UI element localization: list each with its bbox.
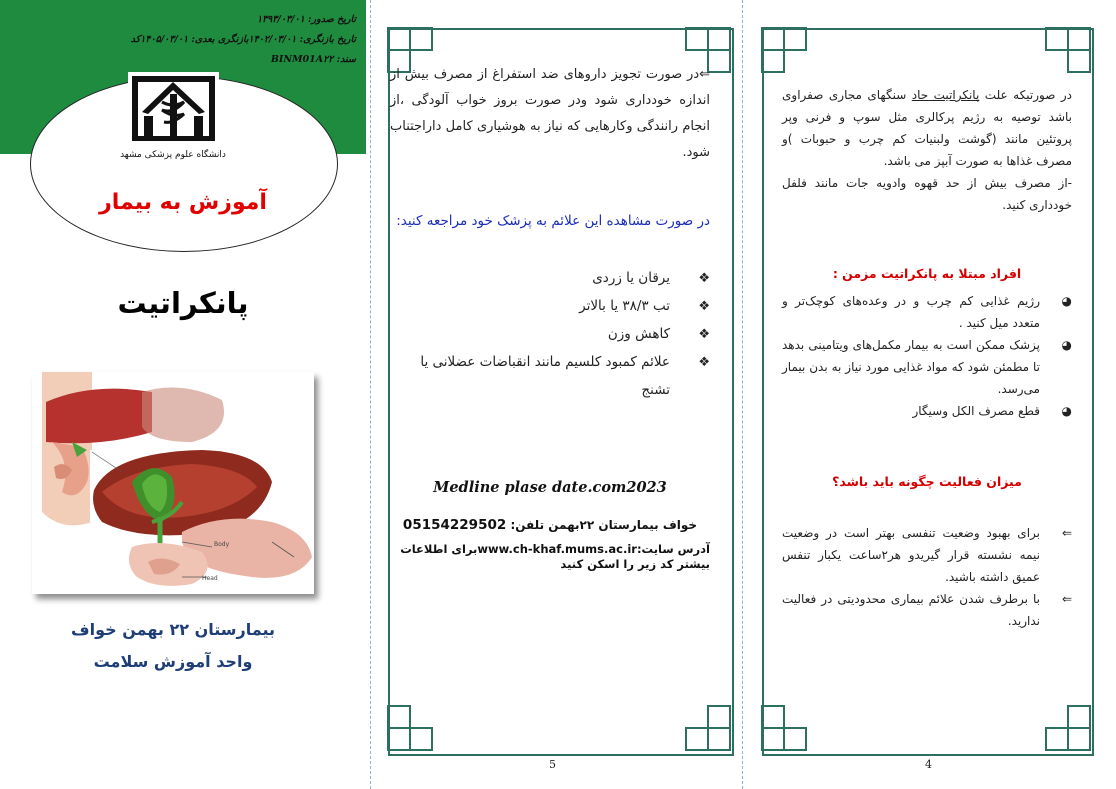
activity-list (782, 522, 1072, 632)
corner-ornament-icon (1044, 704, 1094, 754)
issue-date: تاریخ صدور: ۱۳۹۳/۰۳/۰۱ (256, 14, 356, 25)
chronic-care-list (782, 290, 1072, 422)
health-education-unit: واحد آموزش سلامت (93, 652, 253, 671)
corner-ornament-icon (684, 704, 734, 754)
list-item: ❖ کاهش وزن (400, 320, 710, 348)
circle-bullet-icon: ◕ (1061, 338, 1072, 352)
page-number: 4 (925, 758, 932, 771)
symptom-list (400, 264, 710, 404)
review-date: تاریخ بازنگری: ۱۴۰۲/۰۳/۰۱بازنگری بعدی: ۱۴۰۵/۰۳/۰۱کد (130, 34, 356, 45)
corner-ornament-icon (386, 704, 436, 754)
list-item: ❖ علائم کمبود کلسیم مانند انقباضات عضلانی یا تشنج (400, 348, 710, 404)
logo-caption: دانشگاه علوم پزشکی مشهد (120, 150, 226, 160)
activity-heading: میزان فعالیت چگونه باید باشد؟ (832, 474, 1022, 489)
arrow-bullet-icon: ⇐ (1061, 526, 1072, 540)
list-item: ◕ قطع مصرف الکل وسیگار (782, 400, 1072, 422)
diamond-bullet-icon: ❖ (698, 299, 710, 314)
page-number: 5 (549, 758, 556, 771)
phone-number: 05154229502 (402, 517, 507, 533)
corner-ornament-icon (760, 704, 810, 754)
antiemetic-warning: ⇐در صورت تجویز داروهای ضد استفراغ از مصرف بیش از اندازه خودداری شود ودر صورت بروز خواب آلودگی ،از انجام رانندگی وکارهایی که نیاز به هوشیاری کامل داراجتناب شود. (390, 67, 710, 160)
cover-panel (0, 0, 366, 789)
spice-warning: -از مصرف بیش از حد قهوه وادویه جات مانند فلفل خودداری کنید. (782, 176, 1072, 212)
circle-bullet-icon: ◕ (1061, 294, 1072, 308)
list-item: ◕ پزشک ممکن است به بیمار مکمل‌های ویتامینی بدهد تا مطمئن شود که مواد غذایی مورد نیاز به بدن بیمار می‌رسد. (782, 334, 1072, 400)
reference-source: Medline plase date.com2023 (433, 479, 667, 496)
acute-pancreatitis-diet: در صورتیکه علت پانکراتیت حاد سنگهای مجاری صفراوی باشد توصیه به رژیم پرکالری مثل سوپ و فرنی وپر پروتئین مانند (گوشت ولبنیات کم چرب و حبوبات )و مصرف غذاها به صورت آبپز می باشد. -از مصرف بیش از حد قهوه وادویه جات مانند فلفل خودداری کنید. (782, 88, 1073, 212)
illustration-label-body: Body (214, 541, 230, 548)
organs-illustration-icon (32, 372, 314, 594)
illustration-label-head: Head (202, 575, 218, 582)
list-item: ◕ رژیم غذایی کم چرب و در وعده‌های کوچک‌تر و متعدد میل کنید . (782, 290, 1072, 334)
circle-bullet-icon: ◕ (1061, 404, 1072, 418)
logo-emblem-icon (120, 72, 226, 167)
website-address: آدرس سایت:www.ch-khaf.mums.ac.irبرای اطلاعات بیشتر کد زیر را اسکن کنید (400, 542, 710, 571)
list-item: ❖ تب ۳۸/۳ یا بالاتر (400, 292, 710, 320)
list-item: ⇐ برای بهبود وضعیت تنفسی بهتر است در وضعیت نیمه نشسته قرار گیریدو هر۲ساعت یکبار تنفس عمیق داشته باشید. (782, 522, 1072, 588)
patient-education-title: آموزش به بیمار (99, 190, 267, 215)
list-item: ⇐ با برطرف شدن علائم بیماری محدودیتی در فعالیت ندارید. (782, 588, 1072, 632)
contact-label: خواف بیمارستان ۲۲بهمن تلفن: (510, 518, 698, 532)
arrow-bullet-icon: ⇐ (1061, 592, 1072, 606)
pancreas-liver-illustration (32, 372, 314, 594)
diamond-bullet-icon: ❖ (698, 327, 710, 342)
list-item: ❖ یرقان یا زردی (400, 264, 710, 292)
panel-separator (370, 0, 371, 789)
university-logo (120, 72, 226, 167)
diamond-bullet-icon: ❖ (698, 355, 710, 370)
brochure-main-title: پانکراتیت (117, 286, 249, 320)
hospital-name: بیمارستان ۲۲ بهمن خواف (71, 620, 275, 639)
chronic-pancreatitis-heading: افراد مبتلا به پانکراتیت مزمن : (832, 266, 1022, 281)
acute-pancreatitis-term: پانکراتیت حاد (911, 88, 980, 102)
corner-ornament-icon (1044, 26, 1094, 76)
refer-to-doctor-intro: در صورت مشاهده این علائم به پزشک خود مراجعه کنید: (396, 213, 710, 229)
panel-separator (742, 0, 743, 789)
diamond-bullet-icon: ❖ (698, 271, 710, 286)
corner-ornament-icon (760, 26, 810, 76)
document-code: سند: BINM01A۲۲ (270, 54, 356, 65)
hospital-contact (390, 517, 710, 533)
